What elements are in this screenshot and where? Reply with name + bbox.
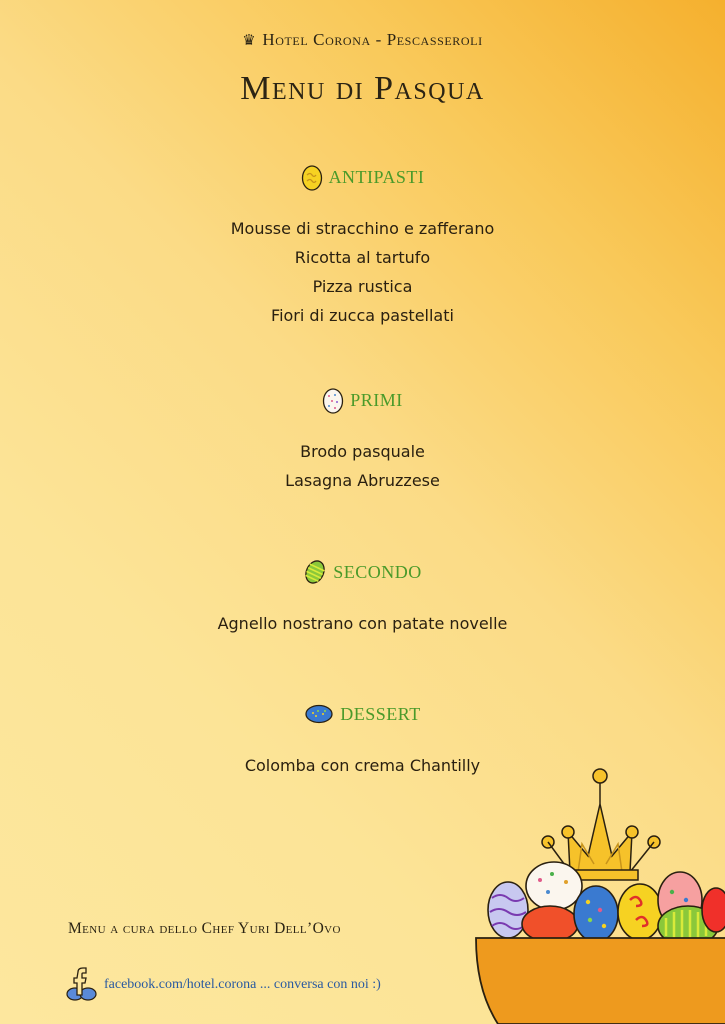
section-heading bbox=[0, 699, 725, 729]
section-title: ANTIPASTI bbox=[328, 166, 425, 187]
facebook-line[interactable] bbox=[64, 966, 381, 1004]
menu-item: Colomba con crema Chantilly bbox=[244, 756, 481, 775]
menu-item: Agnello nostrano con patate novelle bbox=[217, 614, 508, 633]
section-antipasti bbox=[0, 162, 725, 330]
crown-icon: ♛ bbox=[242, 33, 257, 49]
section-secondo bbox=[0, 557, 725, 638]
menu-item: Fiori di zucca pastellati bbox=[271, 306, 454, 325]
section-heading bbox=[0, 162, 725, 192]
yellow-egg-icon bbox=[301, 163, 323, 191]
section-title: PRIMI bbox=[350, 389, 403, 410]
menu-item: Ricotta al tartufo bbox=[294, 248, 431, 267]
blue-egg-icon bbox=[304, 703, 334, 725]
section-primi bbox=[0, 385, 725, 495]
green-egg-icon bbox=[303, 558, 327, 586]
facebook-icon bbox=[64, 966, 100, 1004]
menu-item: Mousse di stracchino e zafferano bbox=[230, 219, 495, 238]
menu-item: Brodo pasquale bbox=[300, 442, 425, 461]
menu-title: Menu di Pasqua bbox=[240, 70, 485, 107]
hotel-name-line bbox=[0, 30, 725, 50]
facebook-link[interactable]: facebook.com/hotel.corona ... conversa con noi :) bbox=[104, 977, 381, 992]
section-title: SECONDO bbox=[333, 561, 422, 582]
section-heading bbox=[0, 557, 725, 587]
white-egg-icon bbox=[322, 386, 344, 414]
section-heading bbox=[0, 385, 725, 415]
hotel-name: Hotel Corona - Pescasseroli bbox=[262, 30, 483, 49]
chef-credit: Menu a cura dello Chef Yuri Dell’Ovo bbox=[68, 920, 341, 937]
egg-basket-with-crown bbox=[470, 760, 725, 1024]
section-title: DESSERT bbox=[340, 703, 421, 724]
menu-item: Pizza rustica bbox=[312, 277, 413, 296]
menu-item: Lasagna Abruzzese bbox=[285, 471, 440, 490]
basket-icon bbox=[476, 938, 725, 1024]
